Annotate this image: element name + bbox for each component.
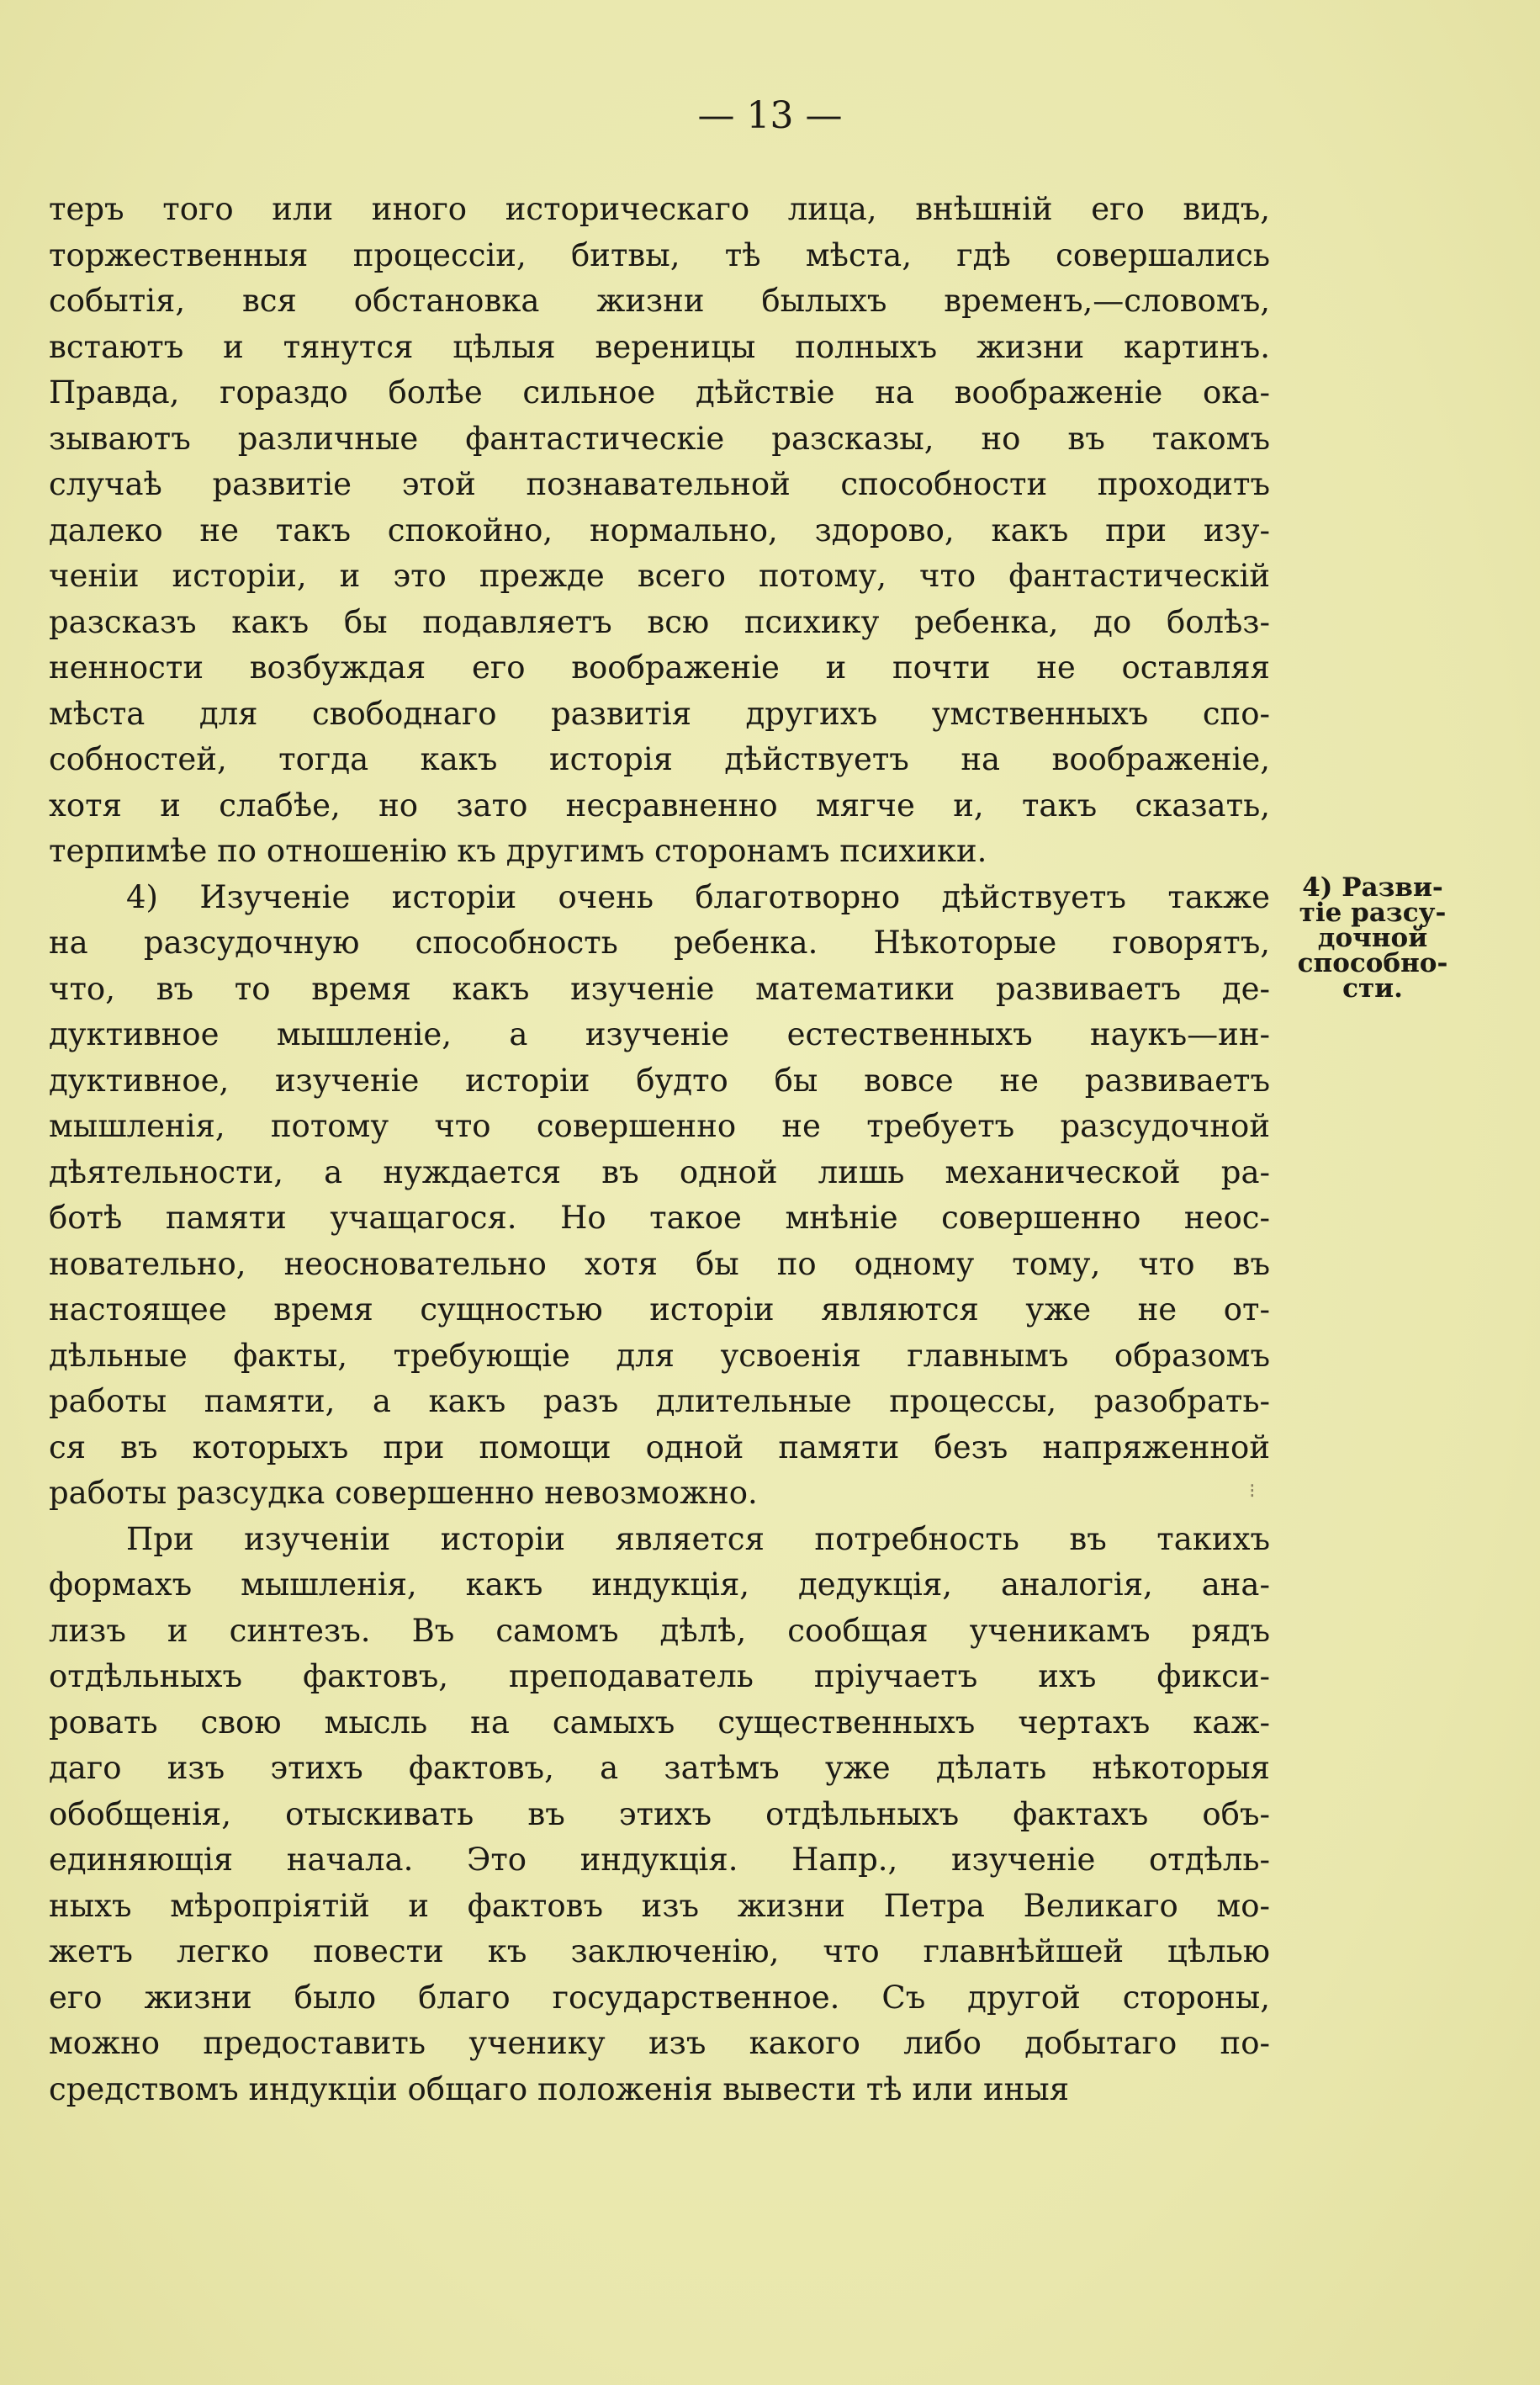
text-column	[49, 187, 1270, 2112]
text-line: разсказъ какъ бы подавляетъ всю психику ребенка, до болѣз-	[49, 603, 1270, 640]
margin-note-line: 4) Разви-	[1302, 872, 1443, 903]
text-line: можно предоставить ученику изъ какого либо добытаго по-	[49, 2025, 1270, 2061]
text-line: При изученіи исторіи является потребность въ такихъ	[126, 1520, 1270, 1557]
text-line: 4) Изученіе исторіи очень благотворно дѣйствуетъ также	[126, 878, 1270, 915]
text-line: хотя и слабѣе, но зато несравненно мягче и, такъ сказать,	[49, 787, 1270, 824]
text-line: дуктивное мышленіе, а изученіе естественныхъ наукъ—ин-	[49, 1016, 1270, 1052]
text-line: ровать свою мысль на самыхъ существенныхъ чертахъ каж-	[49, 1704, 1270, 1741]
text-line: единяющія начала. Это индукція. Напр., изученіе отдѣль-	[49, 1842, 1270, 1878]
text-line: формахъ мышленія, какъ индукція, дедукція, аналогія, ана-	[49, 1566, 1270, 1603]
paragraph-forms-of-thinking	[49, 1517, 1270, 2113]
page-number: — 13 —	[697, 94, 843, 137]
text-line: далеко не такъ спокойно, нормально, здорово, какъ при изу-	[49, 511, 1270, 549]
text-line: ненности возбуждая его воображеніе и почти не оставляя	[49, 649, 1270, 686]
paragraph-reasoning	[49, 875, 1270, 1517]
text-line: настоящее время сущностью исторіи являются уже не от-	[49, 1291, 1270, 1328]
text-line: мѣста для свободнаго развитія другихъ умственныхъ спо-	[49, 695, 1270, 732]
text-line: дѣятельности, а нуждается въ одной лишь механической ра-	[49, 1153, 1270, 1190]
text-line: на разсудочную способность ребенка. Нѣкоторые говорятъ,	[49, 925, 1270, 961]
margin-note	[1277, 872, 1469, 1004]
text-line: лизъ и синтезъ. Въ самомъ дѣлѣ, сообщая ученикамъ рядъ	[49, 1612, 1270, 1649]
text-line: дѣльные факты, требующіе для усвоенія главнымъ образомъ	[49, 1337, 1270, 1374]
text-line: его жизни было благо государственное. Съ другой стороны,	[49, 1979, 1270, 2016]
text-line: обобщенія, отыскивать въ этихъ отдѣльныхъ фактахъ объ-	[49, 1795, 1270, 1832]
margin-note-line: способно-	[1297, 948, 1448, 978]
text-line: работы разсудка совершенно невозможно.	[49, 1475, 758, 1511]
text-line: случаѣ развитіе этой познавательной способности проходитъ	[49, 466, 1270, 502]
paragraph-continuation	[49, 187, 1270, 875]
text-line: отдѣльныхъ фактовъ, преподаватель пріучаетъ ихъ фикси-	[49, 1658, 1270, 1694]
text-line: даго изъ этихъ фактовъ, а затѣмъ уже дѣлать нѣкоторыя	[49, 1750, 1270, 1786]
text-line: торжественныя процессіи, битвы, тѣ мѣста, гдѣ совершались	[49, 236, 1270, 273]
text-line: средствомъ индукціи общаго положенія вывести тѣ или иныя	[49, 2070, 1070, 2107]
text-line: новательно, неосновательно хотя бы по одному тому, что въ	[49, 1245, 1270, 1282]
margin-note-line: сти.	[1342, 973, 1403, 1004]
text-line: мышленія, потому что совершенно не требуетъ разсудочной	[49, 1108, 1270, 1144]
text-line: ботѣ памяти учащагося. Но такое мнѣніе совершенно неос-	[49, 1200, 1270, 1236]
text-line: что, въ то время какъ изученіе математики развиваетъ де-	[49, 970, 1270, 1007]
text-line: жетъ легко повести къ заключенію, что главнѣйшей цѣлью	[49, 1933, 1270, 1969]
text-line: ныхъ мѣропріятій и фактовъ изъ жизни Петра Великаго мо-	[49, 1887, 1270, 1924]
text-line: работы памяти, а какъ разъ длительные процессы, разобрать-	[49, 1383, 1270, 1419]
text-line: событія, вся обстановка жизни былыхъ временъ,—словомъ,	[49, 283, 1270, 319]
margin-note-line: тіе разсу-	[1299, 898, 1447, 928]
margin-note-line: дочной	[1317, 923, 1428, 953]
text-line: дуктивное, изученіе исторіи будто бы вовсе не развиваетъ	[49, 1062, 1270, 1099]
text-line: встаютъ и тянутся цѣлыя вереницы полныхъ жизни картинъ.	[49, 328, 1270, 365]
text-line: теръ того или иного историческаго лица, внѣшній его видъ,	[49, 191, 1270, 227]
text-line: собностей, тогда какъ исторія дѣйствуетъ на воображеніе,	[49, 741, 1270, 777]
text-line: Правда, гораздо болѣе сильное дѣйствіе на воображеніе ока-	[49, 374, 1270, 411]
printer-mark: ⁝	[1249, 1479, 1256, 1503]
text-line: ченіи исторіи, и это прежде всего потому, что фантастическій	[49, 558, 1270, 594]
text-line: терпимѣе по отношенію къ другимъ сторонамъ психики.	[49, 833, 987, 869]
text-line: ся въ которыхъ при помощи одной памяти безъ напряженной	[49, 1428, 1270, 1465]
text-line: зываютъ различные фантастическіе разсказы, но въ такомъ	[49, 420, 1270, 457]
